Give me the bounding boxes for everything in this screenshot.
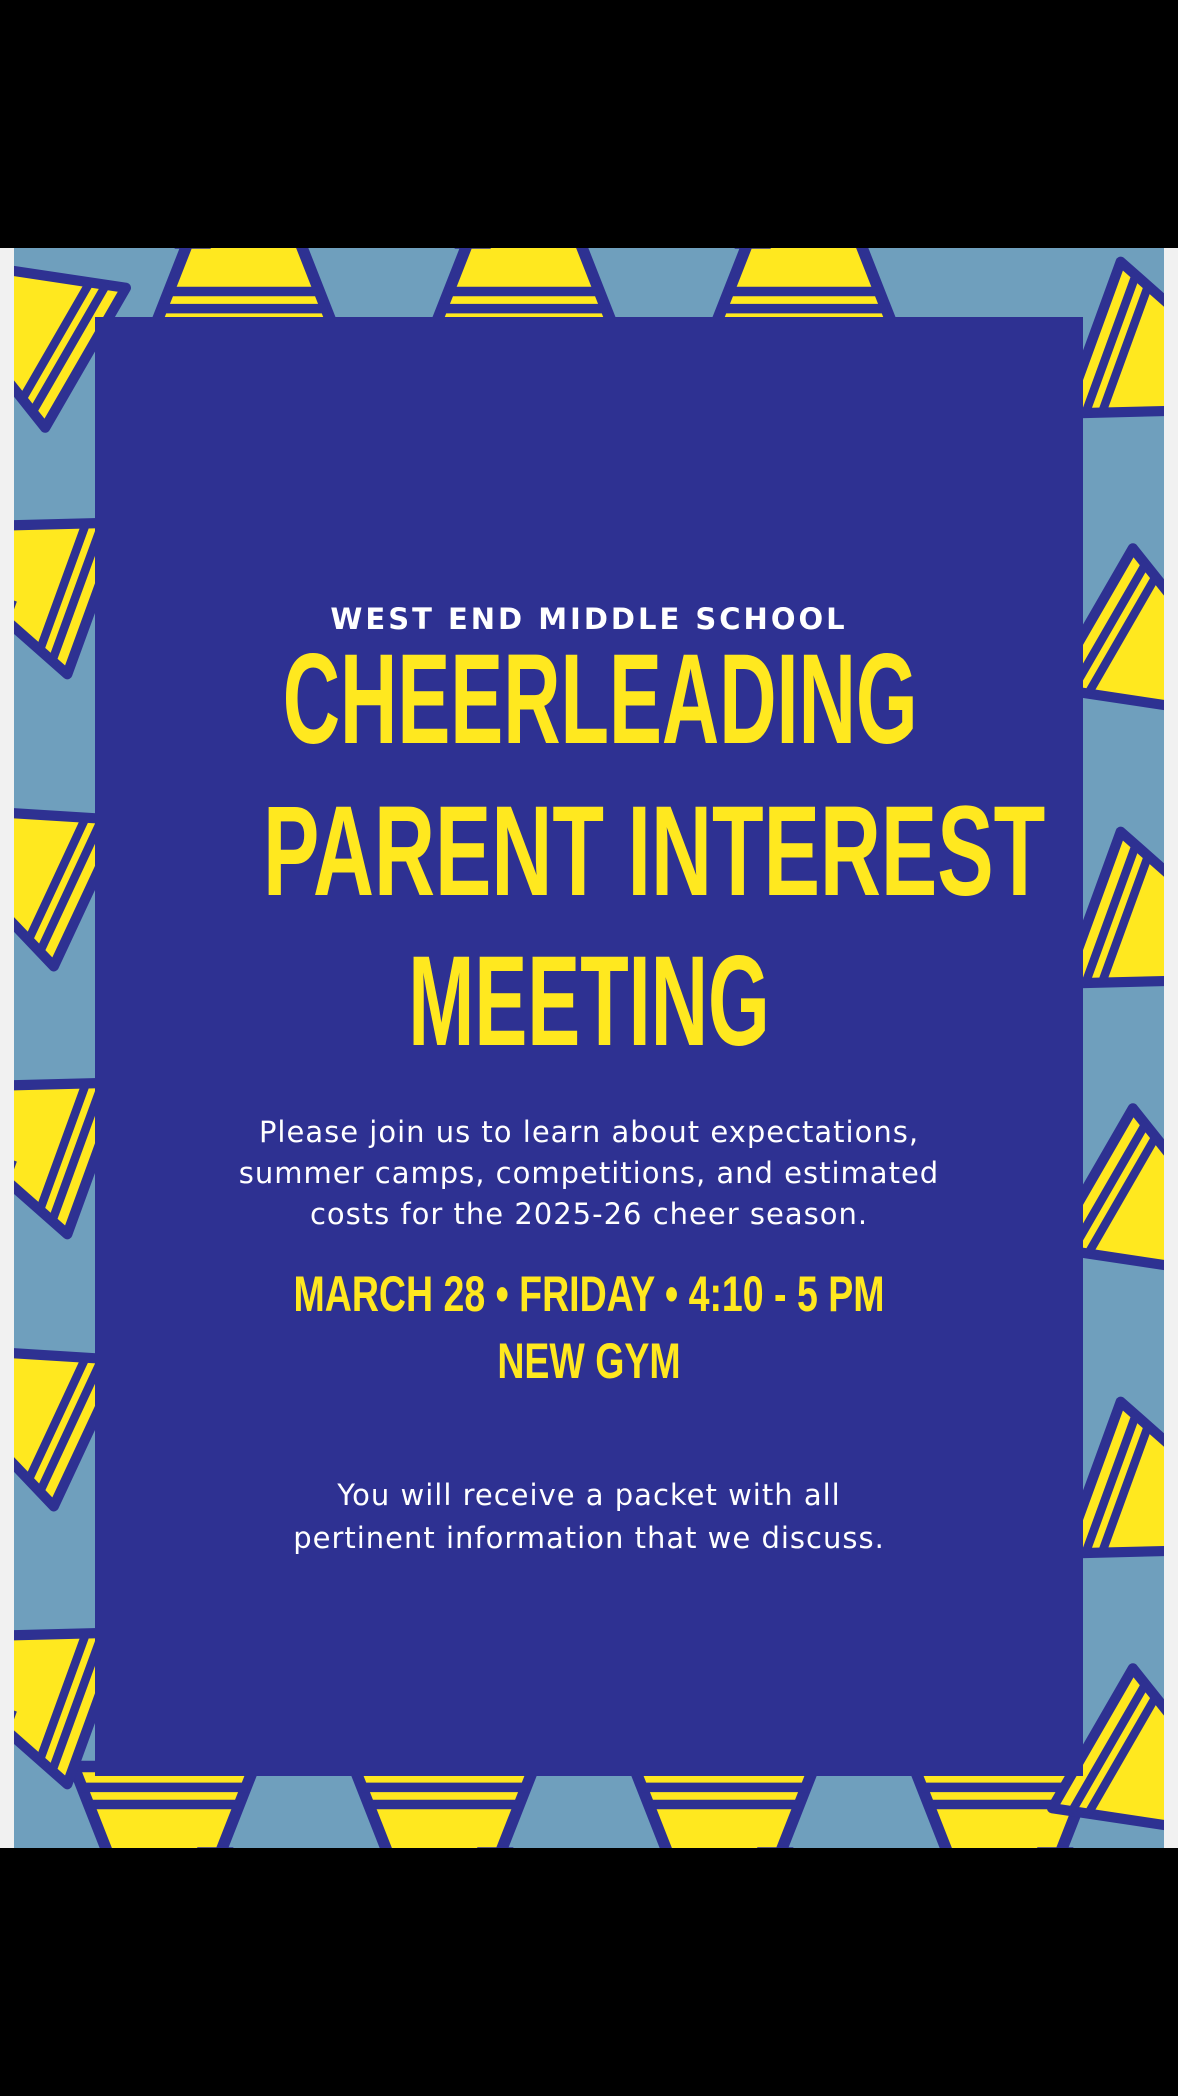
note-line-1: You will receive a packet with all bbox=[337, 1478, 841, 1512]
page-edge-right bbox=[1164, 248, 1178, 1848]
title-line-3: MEETING bbox=[408, 930, 770, 1073]
title-line-1: CHEERLEADING bbox=[282, 628, 918, 771]
megaphone-icon bbox=[354, 1767, 535, 1849]
flyer-panel bbox=[95, 317, 1083, 1776]
event-date-time: MARCH 28 • FRIDAY • 4:10 - 5 PM bbox=[293, 1266, 885, 1322]
megaphone-icon bbox=[74, 1767, 255, 1849]
page-edge-left bbox=[0, 248, 14, 1848]
megaphone-icon bbox=[634, 1767, 815, 1849]
title-line-2: PARENT INTEREST bbox=[262, 780, 1046, 923]
description-line-2: summer camps, competitions, and estimated bbox=[238, 1156, 940, 1190]
event-location: NEW GYM bbox=[497, 1333, 681, 1389]
note-line-2: pertinent information that we discuss. bbox=[293, 1521, 885, 1555]
description-line-1: Please join us to learn about expectations, bbox=[258, 1115, 920, 1149]
flyer bbox=[14, 248, 1164, 1848]
school-name: WEST END MIDDLE SCHOOL bbox=[330, 602, 848, 636]
description-line-3: costs for the 2025-26 cheer season. bbox=[309, 1197, 869, 1231]
